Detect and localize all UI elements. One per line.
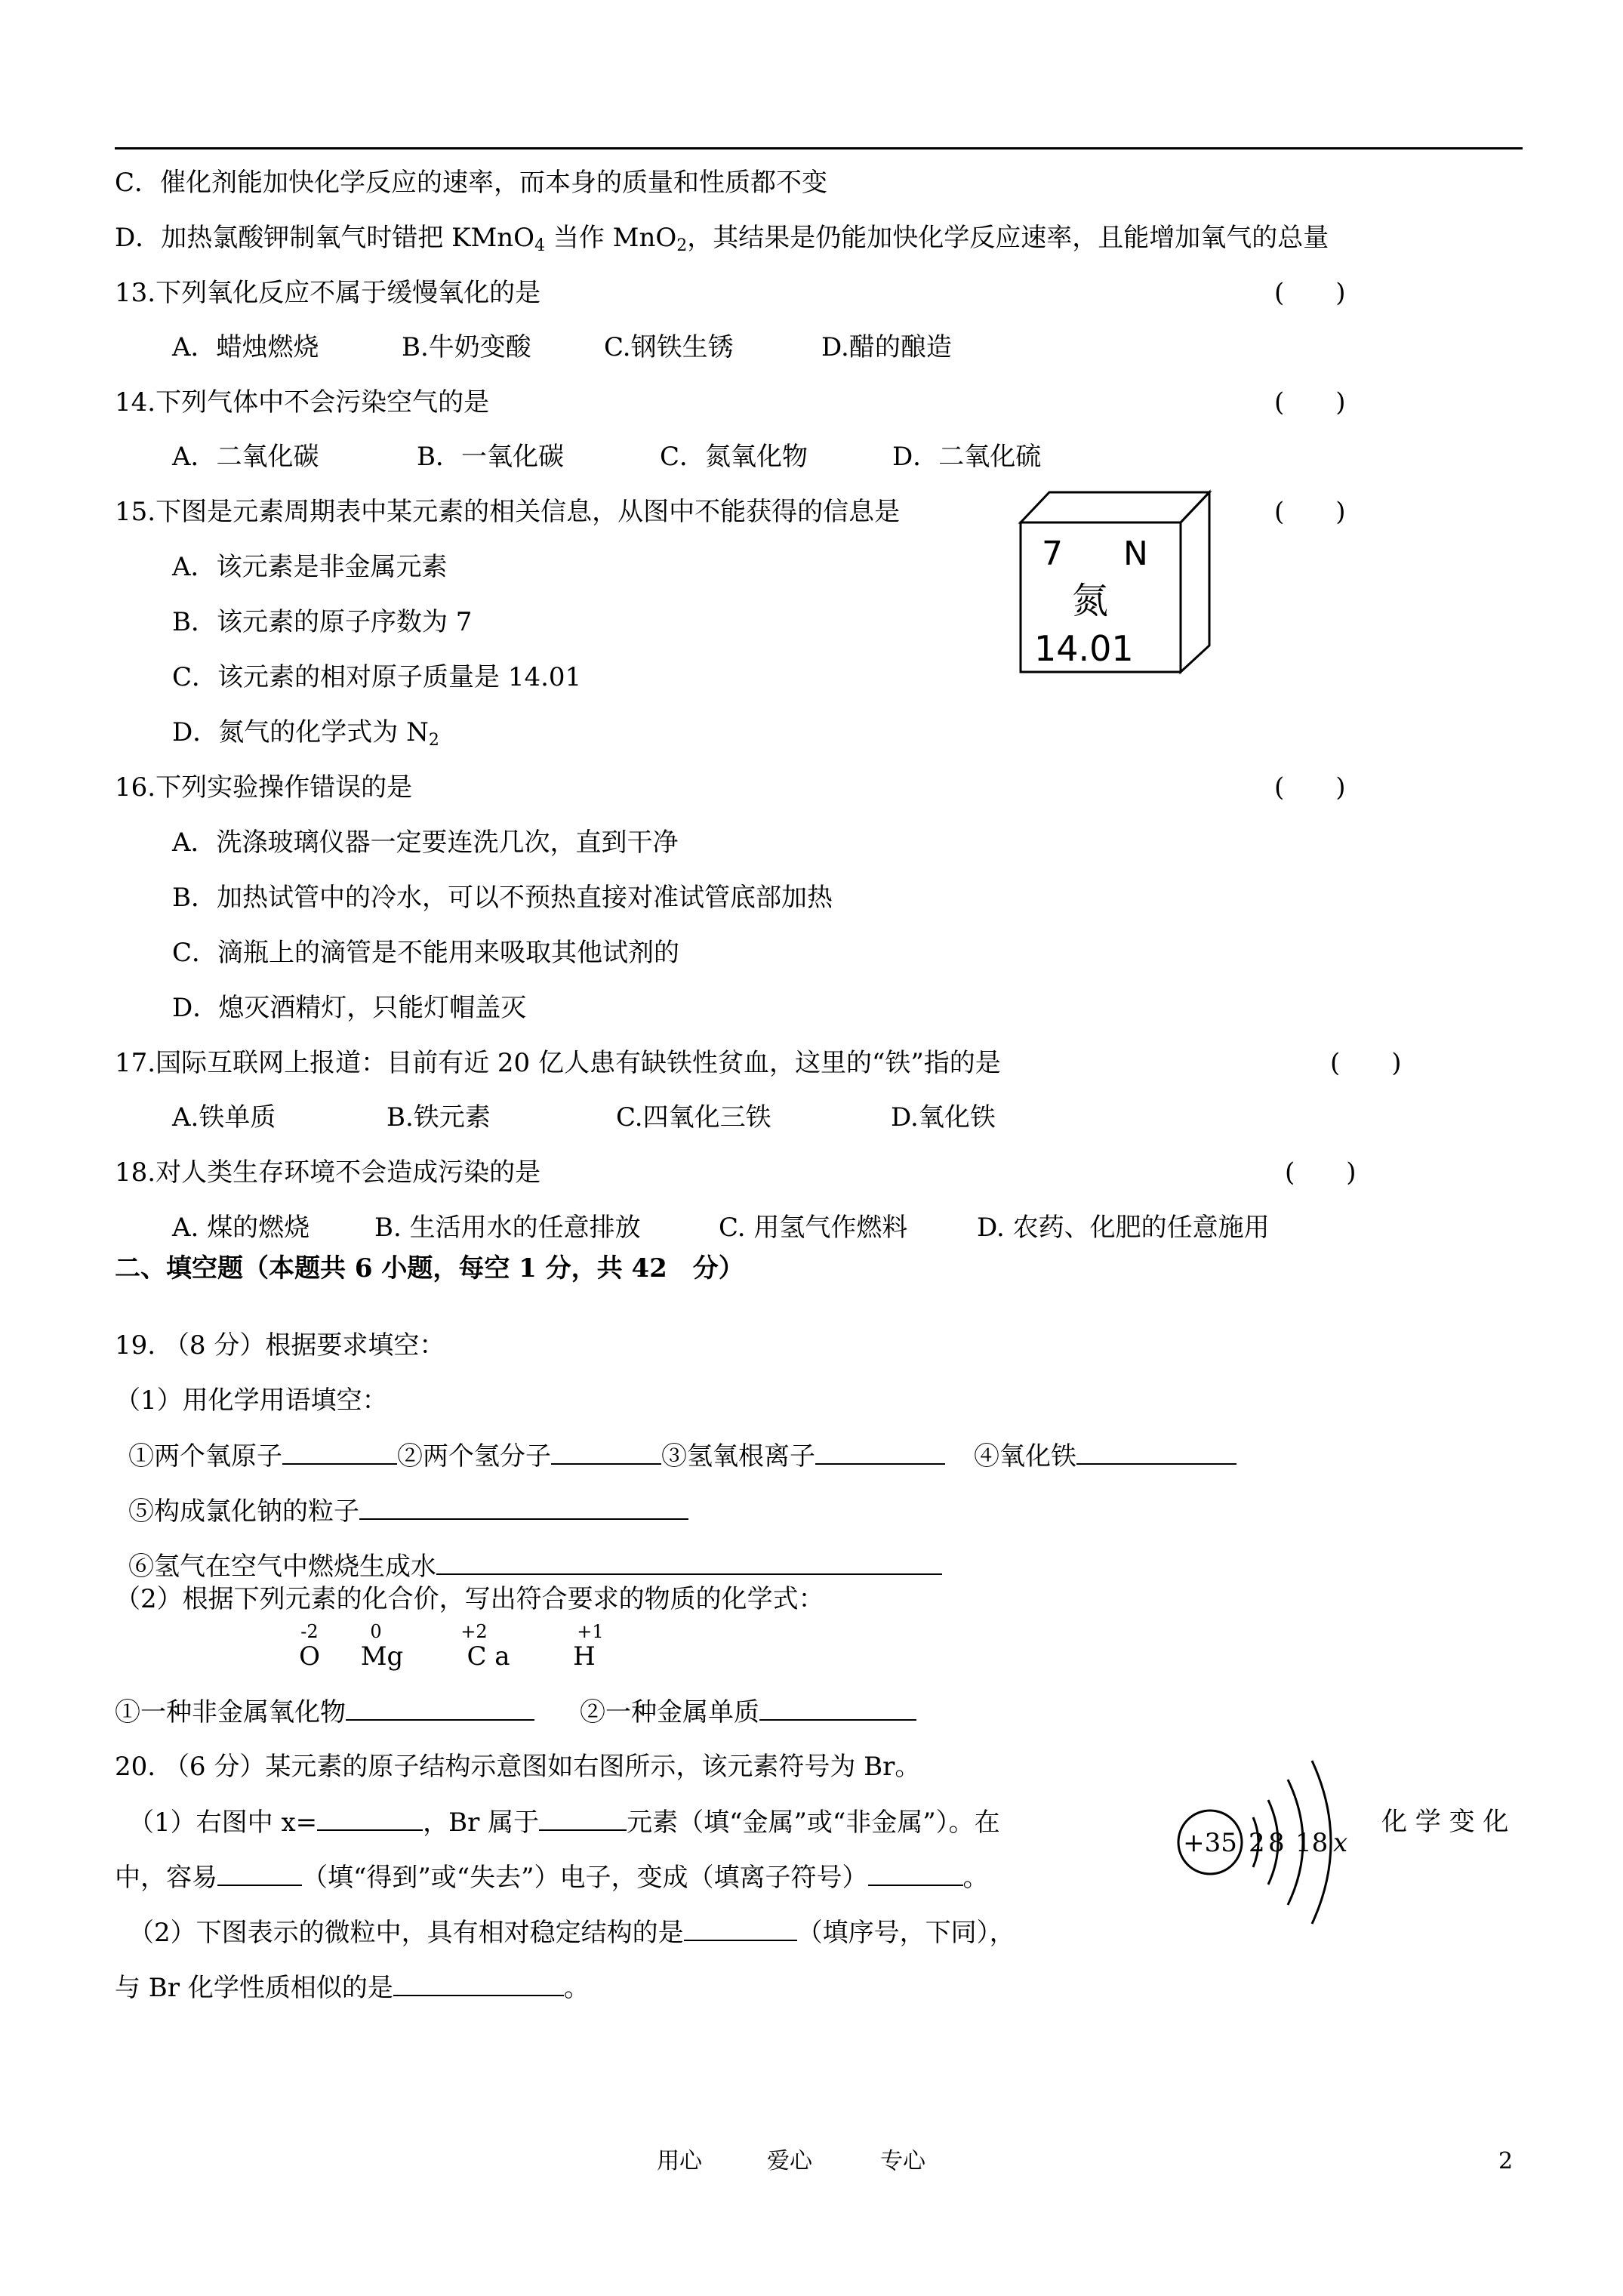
atom-nucleus-charge: +35 [1183, 1828, 1237, 1858]
q17-stem: 17.国际互联网上报道：目前有近 20 亿人患有缺铁性贫血，这里的“铁”指的是 [115, 1048, 1001, 1078]
q20-part2-row-1 [128, 1917, 1015, 1948]
q12-option-d: D．加热氯酸钾制氧气时错把 KMnO$_4$ 当作 MnO$_2$，其结果是仍能加快化学反应速率，且能增加氧气的总量 [115, 223, 1329, 255]
atom-shell-1: 2 [1249, 1828, 1265, 1858]
q14-answer-paren[interactable]: ( ) [1274, 387, 1346, 418]
q20-text-period-2: 。 [563, 1973, 590, 2003]
valence-charge-h: +1 [577, 1621, 604, 1642]
q20-text-similar: 与 Br 化学性质相似的是 [115, 1973, 393, 2003]
q13-answer-paren[interactable]: ( ) [1274, 278, 1346, 308]
q20-blank-similar[interactable] [393, 1972, 564, 1996]
valence-symbol-ca: C a [467, 1641, 510, 1672]
q20-text-seq: （填序号，下同）， [796, 1918, 1015, 1948]
footer-item-1: 用心 [657, 2148, 702, 2174]
q17-option-d: D.氧化铁 [891, 1102, 996, 1133]
q13-option-a: A．蜡烛燃烧 [172, 332, 319, 362]
q19-blank-7[interactable] [346, 1697, 534, 1721]
q18-option-b: B. 生活用水的任意排放 [374, 1213, 641, 1243]
valence-symbol-h: H [573, 1641, 596, 1672]
q18-answer-paren[interactable]: ( ) [1285, 1157, 1357, 1188]
q19-item-1: ①两个氧原子 [128, 1441, 282, 1472]
q18-option-a: A. 煤的燃烧 [172, 1213, 310, 1243]
q19-item-4: ④氧化铁 [974, 1441, 1076, 1472]
valence-charge-ca: +2 [460, 1621, 488, 1642]
q15-option-b: B．该元素的原子序数为 7 [172, 607, 473, 637]
q12-option-c: C．催化剂能加快化学反应的速率，而本身的质量和性质都不变 [115, 168, 828, 198]
q20-blank-stable[interactable] [684, 1917, 797, 1941]
valence-symbol-o: O [299, 1641, 320, 1672]
q19-item-6: ⑥氢气在空气中燃烧生成水 [128, 1552, 436, 1582]
q19-blank-row-4 [115, 1697, 916, 1727]
q18-stem: 18.对人类生存环境不会造成污染的是 [115, 1157, 541, 1188]
q20-stem: 20. （6 分）某元素的原子结构示意图如右图所示，该元素符号为 Br。 [115, 1752, 921, 1782]
q19-stem: 19. （8 分）根据要求填空： [115, 1330, 445, 1361]
q19-blank-row-3 [128, 1551, 942, 1582]
q16-answer-paren[interactable]: ( ) [1274, 772, 1346, 803]
q16-option-c: C．滴瓶上的滴管是不能用来吸取其他试剂的 [172, 938, 680, 968]
q17-option-c: C.四氧化三铁 [616, 1102, 771, 1133]
q15-option-c: C．该元素的相对原子质量是 14.01 [172, 662, 582, 692]
q15-option-d: D．氮气的化学式为 $N_2$ [172, 717, 439, 750]
q19-item-3: ③氢氧根离子 [661, 1441, 815, 1472]
q19-part1: （1）用化学用语填空： [115, 1385, 388, 1416]
q19-blank-1[interactable] [282, 1441, 397, 1465]
q20-text-period: 。 [962, 1863, 989, 1893]
q20-part2-row-2 [115, 1972, 590, 2003]
q19-blank-2[interactable] [551, 1441, 661, 1465]
valence-charge-o: -2 [300, 1621, 319, 1642]
atom-shell-2: 8 [1268, 1828, 1285, 1858]
q20-text-stable: （2）下图表示的微粒中，具有相对稳定结构的是 [128, 1918, 684, 1948]
q17-option-b: B.铁元素 [387, 1102, 491, 1133]
q20-blank-metal[interactable] [539, 1807, 627, 1831]
footer-item-2: 爱心 [767, 2148, 812, 2174]
q20-text-element: 元素（填“金属”或“非金属”）。在 [627, 1808, 1000, 1838]
q20-text-change: 化 学 变 化 [1381, 1807, 1509, 1837]
q19-item-8: ②一种金属单质 [580, 1697, 759, 1727]
q14-option-d: D．二氧化硫 [892, 442, 1042, 472]
q17-answer-paren[interactable]: ( ) [1330, 1048, 1402, 1078]
q19-part2: （2）根据下列元素的化合价，写出符合要求的物质的化学式： [115, 1584, 824, 1614]
bromine-atom-diagram [1170, 1746, 1359, 1938]
q16-option-b: B．加热试管中的冷水，可以不预热直接对准试管底部加热 [172, 883, 833, 913]
header-rule [115, 147, 1523, 149]
valence-charge-mg: 0 [370, 1621, 382, 1642]
q16-option-d: D．熄灭酒精灯，只能灯帽盖灭 [172, 993, 527, 1023]
section-2-heading: 二、填空题（本题共 6 小题，每空 1 分，共 42 分） [115, 1253, 744, 1284]
q19-item-7: ①一种非金属氧化物 [115, 1697, 346, 1727]
q14-stem: 14.下列气体中不会污染空气的是 [115, 387, 490, 418]
element-name: 氮 [1072, 580, 1109, 622]
q19-blank-row-1 [128, 1441, 1236, 1472]
valence-symbol-mg: Mg [360, 1641, 404, 1672]
q18-option-c: C. 用氢气作燃料 [719, 1213, 908, 1243]
element-symbol: N [1123, 535, 1148, 573]
q13-option-b: B.牛奶变酸 [402, 332, 531, 362]
q20-part1-row-2 [115, 1862, 989, 1893]
q14-option-a: A．二氧化碳 [172, 442, 319, 472]
element-mass: 14.01 [1034, 628, 1134, 669]
q19-blank-3[interactable] [815, 1441, 945, 1465]
q20-blank-x[interactable] [317, 1807, 423, 1831]
footer-item-3: 专心 [880, 2148, 925, 2174]
element-atomic-number: 7 [1042, 535, 1063, 573]
q15-answer-paren[interactable]: ( ) [1274, 497, 1346, 527]
q20-blank-electron[interactable] [217, 1862, 302, 1886]
page-number: 2 [1498, 2148, 1514, 2174]
q13-option-c: C.钢铁生锈 [604, 332, 734, 362]
q19-blank-row-2 [128, 1496, 688, 1527]
q20-text-br: ，Br 属于 [423, 1808, 540, 1838]
q17-option-a: A.铁单质 [172, 1102, 276, 1133]
q20-part1-row-1 [128, 1807, 1000, 1838]
q20-text-easy: 中，容易 [115, 1863, 217, 1893]
q19-blank-5[interactable] [359, 1496, 688, 1520]
q20-text-x: （1）右图中 x= [128, 1808, 318, 1838]
q13-stem: 13.下列氧化反应不属于缓慢氧化的是 [115, 278, 541, 308]
atom-shell-4: x [1333, 1828, 1348, 1858]
q20-text-ion: （填“得到”或“失去”）电子，变成（填离子符号） [302, 1863, 868, 1893]
q16-stem: 16.下列实验操作错误的是 [115, 772, 413, 803]
q19-blank-4[interactable] [1076, 1441, 1236, 1465]
q19-item-5: ⑤构成氯化钠的粒子 [128, 1496, 359, 1527]
q15-option-a: A．该元素是非金属元素 [172, 552, 448, 582]
element-card-figure [1012, 483, 1223, 680]
q20-blank-ion[interactable] [868, 1862, 963, 1886]
q16-option-a: A．洗涤玻璃仪器一定要连洗几次，直到干净 [172, 827, 679, 858]
q14-option-c: C．氮氧化物 [660, 442, 808, 472]
q13-option-d: D.醋的酿造 [821, 332, 952, 362]
q18-option-d: D. 农药、化肥的任意施用 [977, 1213, 1270, 1243]
q14-option-b: B．一氧化碳 [417, 442, 564, 472]
q19-blank-8[interactable] [759, 1697, 916, 1721]
atom-shell-3: 18 [1295, 1828, 1329, 1858]
q19-item-2: ②两个氢分子 [397, 1441, 551, 1472]
q19-blank-6[interactable] [436, 1551, 942, 1575]
q15-stem: 15.下图是元素周期表中某元素的相关信息，从图中不能获得的信息是 [115, 497, 901, 527]
